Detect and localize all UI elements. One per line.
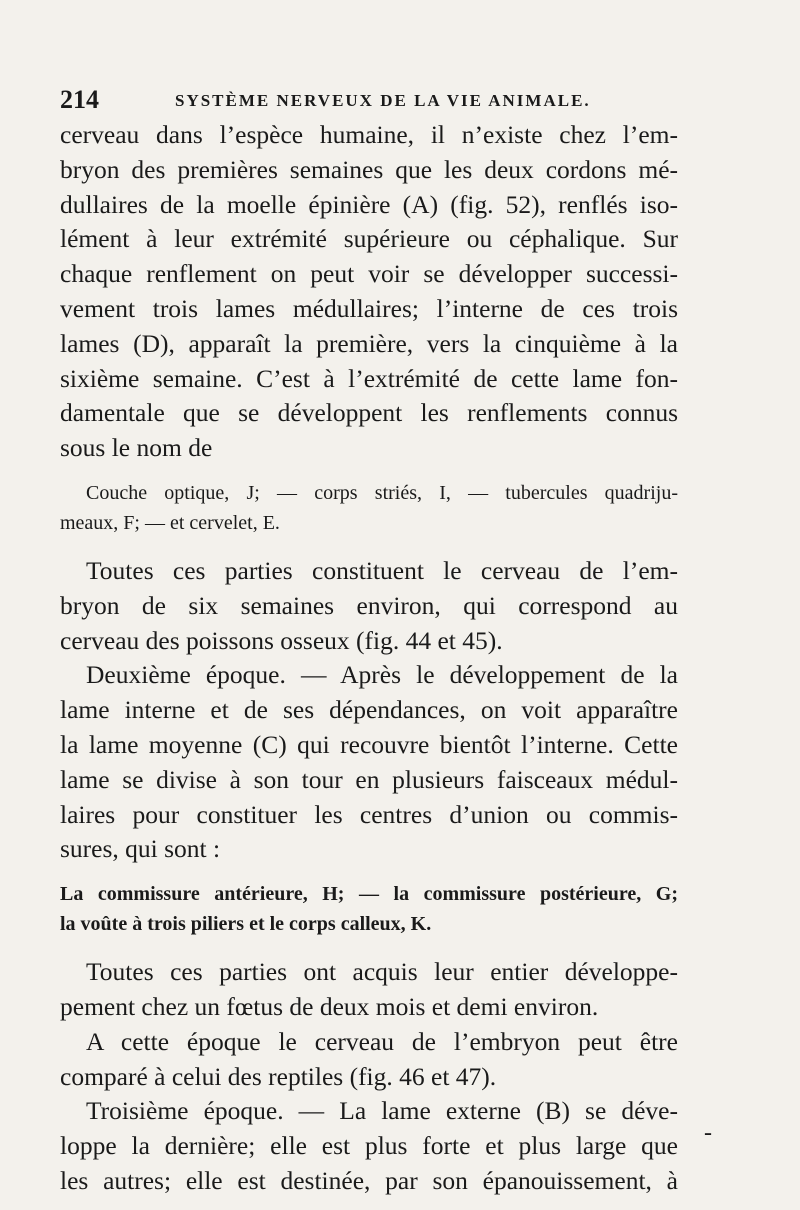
text-line: laires pour constituer les centres d’union ou commis- bbox=[60, 799, 678, 829]
page-number: 214 bbox=[60, 85, 99, 114]
text-line: bryon des premières semaines que les deux cordons mé- bbox=[60, 154, 678, 184]
text-line: Toutes ces parties ont acquis leur entier développe- bbox=[86, 957, 678, 987]
hyphen-mark: - bbox=[704, 1120, 712, 1146]
list-line: La commissure antérieure, H; — la commissure postérieure, G; bbox=[60, 883, 678, 906]
text-line: les autres; elle est destinée, par son épanouissement, à bbox=[60, 1165, 678, 1195]
text-line: A cette époque le cerveau de l’embryon peut être bbox=[86, 1026, 678, 1056]
body-text bbox=[60, 118, 678, 1199]
text-line: Toutes ces parties constituent le cerveau de l’em- bbox=[86, 555, 678, 585]
text-line: chaque renflement on peut voir se développer successi- bbox=[60, 259, 678, 289]
text-line: loppe la dernière; elle est plus forte et plus large que bbox=[60, 1131, 678, 1161]
text-line: sures, qui sont : bbox=[60, 834, 221, 864]
text-line: damentale que se développent les renflements connus bbox=[60, 398, 678, 428]
list-line: Couche optique, J; — corps striés, I, — tubercules quadriju- bbox=[86, 481, 678, 504]
text-line: comparé à celui des reptiles (fig. 46 et 47). bbox=[60, 1061, 497, 1091]
page-header bbox=[60, 85, 700, 119]
text-line: Deuxième époque. — Après le développement de la bbox=[86, 660, 678, 690]
text-line: vement trois lames médullaires; l’interne de ces trois bbox=[60, 293, 678, 323]
text-line: sous le nom de bbox=[60, 433, 213, 463]
list-line: meaux, F; — et cervelet, E. bbox=[60, 511, 280, 534]
text-line: cerveau dans l’espèce humaine, il n’existe chez l’em- bbox=[60, 120, 678, 149]
text-line: la lame moyenne (C) qui recouvre bientôt l’interne. Cette bbox=[60, 729, 678, 759]
list-line: la voûte à trois piliers et le corps calleux, K. bbox=[60, 913, 432, 936]
text-line: sixième semaine. C’est à l’extrémité de cette lame fon- bbox=[60, 363, 678, 393]
text-line: bryon de six semaines environ, qui correspond au bbox=[60, 590, 678, 620]
text-line: lame se divise à son tour en plusieurs faisceaux médul- bbox=[60, 764, 678, 794]
text-line: pement chez un fœtus de deux mois et demi environ. bbox=[60, 991, 599, 1021]
text-line: Troisième époque. — La lame externe (B) se déve- bbox=[86, 1096, 678, 1126]
text-line: cerveau des poissons osseux (fig. 44 et 45). bbox=[60, 625, 503, 655]
running-head: SYSTÈME NERVEUX DE LA VIE ANIMALE. bbox=[175, 91, 591, 110]
text-line: lame interne et de ses dépendances, on voit apparaître bbox=[60, 695, 678, 725]
text-line: lames (D), apparaît la première, vers la cinquième à la bbox=[60, 328, 678, 358]
text-line: lément à leur extrémité supérieure ou céphalique. Sur bbox=[60, 224, 678, 254]
text-line: dullaires de la moelle épinière (A) (fig. 52), renflés iso- bbox=[60, 189, 678, 219]
